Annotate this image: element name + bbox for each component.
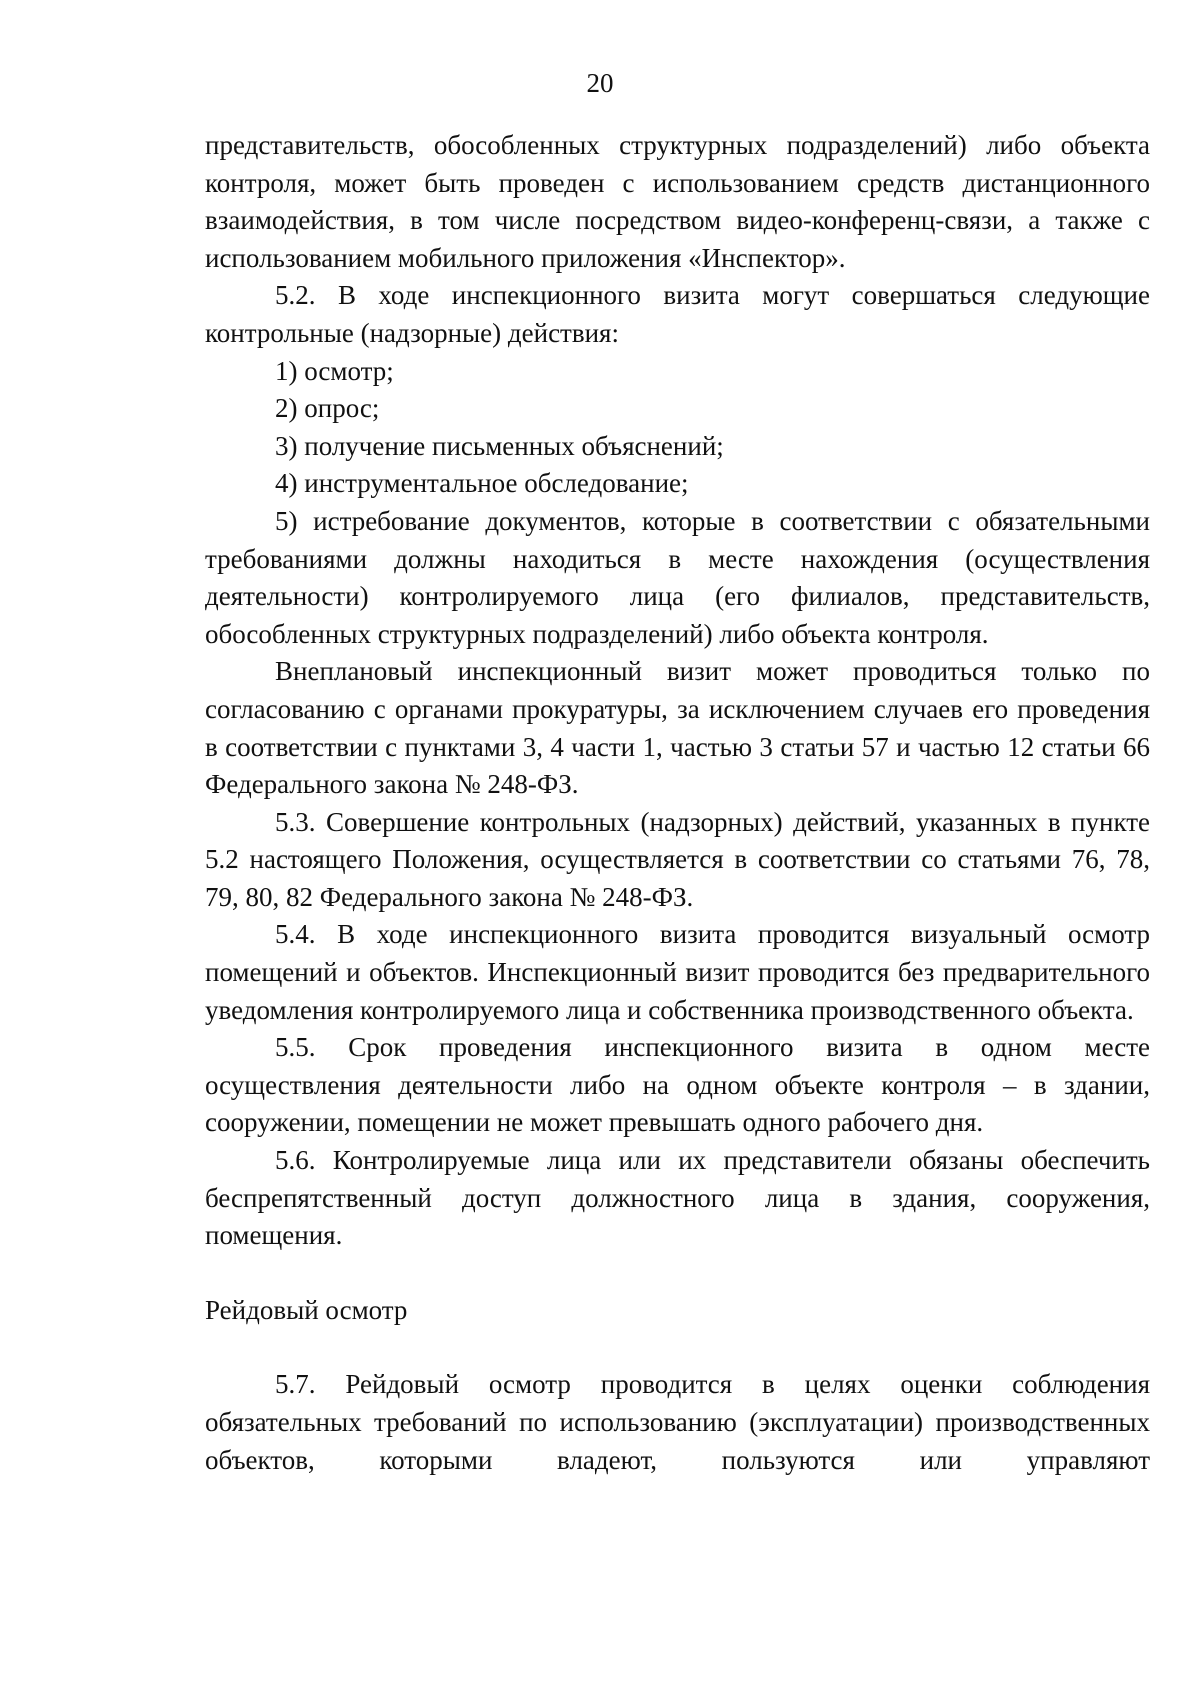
paragraph-5-4: 5.4. В ходе инспекционного визита проводится визуальный осмотр помещений и объектов. Инспекционный визит проводится без предварительного уведомления контролируемого лица и собственника производственного объекта. — [205, 919, 1150, 1025]
list-item-5: 5) истребование документов, которые в соответствии с обязательными требованиями должны находиться в месте нахождения (осуществления деятельности) контролируемого лица (его филиалов, представительств, обособленных структурных подразделений) либо объекта контроля. — [205, 505, 1150, 649]
paragraph-continuation: представительств, обособленных структурных подразделений) либо объекта контроля, может быть проведен с использованием средств дистанционного взаимодействия, в том числе посредством видео-конференц-связи, а также с использованием мобильного приложения «Инспектор». — [205, 130, 1150, 273]
paragraph-5-5: 5.5. Срок проведения инспекционного визита в одном месте осуществления деятельности либо на одном объекте контроля – в здании, сооружении, помещении не может превышать одного рабочего дня. — [205, 1032, 1150, 1138]
paragraph-5-3: 5.3. Совершение контрольных (надзорных) действий, указанных в пункте 5.2 настоящего Положения, осуществляется в соответствии со статьями 76, 78, 79, 80, 82 Федерального закона № 248-ФЗ. — [205, 806, 1150, 912]
document-body — [205, 127, 1150, 1479]
list-item-4: 4) инструментальное обследование; — [275, 468, 689, 499]
paragraph-unscheduled-visit: Внеплановый инспекционный визит может проводиться только по согласованию с органами прокуратуры, за исключением случаев его проведения в соответствии с пунктами 3, 4 части 1, частью 3 статьи 57 и частью 12 статьи 66 Федерального закона № 248-ФЗ. — [205, 656, 1150, 800]
list-item-2: 2) опрос; — [275, 393, 380, 424]
paragraph-5-6: 5.6. Контролируемые лица или их представители обязаны обеспечить беспрепятственный доступ должностного лица в здания, сооружения, помещения. — [205, 1145, 1150, 1251]
list-item-1: 1) осмотр; — [275, 355, 394, 386]
paragraph-5-2: 5.2. В ходе инспекционного визита могут совершаться следующие контрольные (надзорные) действия: — [205, 280, 1150, 348]
paragraph-5-7: 5.7. Рейдовый осмотр проводится в целях оценки соблюдения обязательных требований по использованию (эксплуатации) производственных объектов, которыми владеют, пользуются или управляют — [205, 1369, 1150, 1475]
section-heading: Рейдовый осмотр — [205, 1294, 408, 1325]
list-item-3: 3) получение письменных объяснений; — [275, 430, 724, 461]
page-number: 20 — [586, 68, 614, 98]
